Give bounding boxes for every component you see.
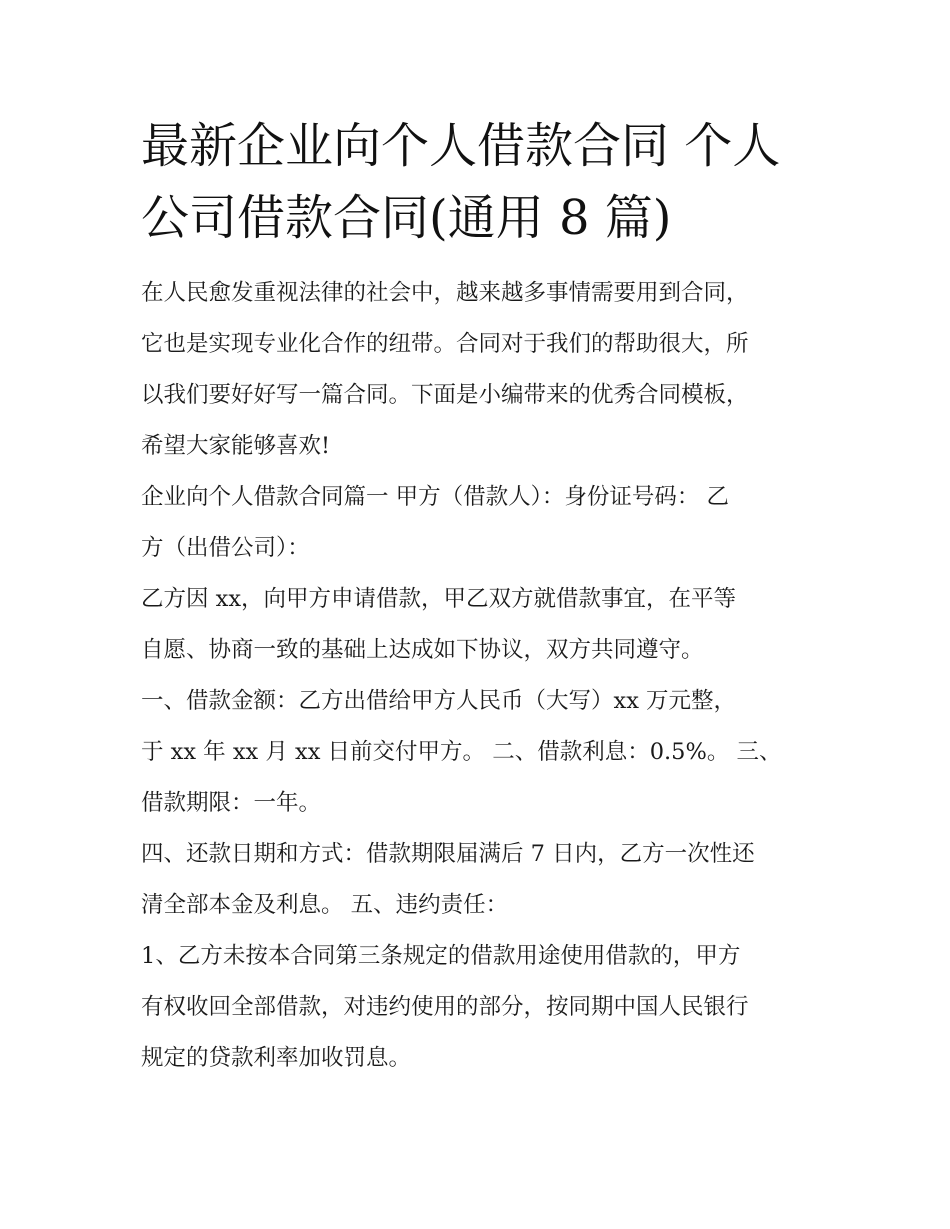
clause-line: 于 xx 年 xx 月 xx 日前交付甲方。 二、借款利息：0.5%。 三、: [141, 739, 782, 765]
intro-line: 在人民愈发重视法律的社会中，越来越多事情需要用到合同，: [141, 280, 749, 306]
intro-line: 希望大家能够喜欢!: [141, 433, 331, 459]
clause-line: 四、还款日期和方式：借款期限届满后 7 日内，乙方一次性还: [141, 841, 755, 867]
document-title: [141, 110, 831, 254]
intro-line: 以我们要好好写一篇合同。下面是小编带来的优秀合同模板，: [141, 382, 749, 408]
document-body: [141, 268, 831, 1084]
clause-line: 规定的贷款利率加收罚息。: [141, 1045, 412, 1071]
clause-line: 有权收回全部借款，对违约使用的部分，按同期中国人民银行: [141, 994, 749, 1020]
title-line: 公司借款合同(通用 8 篇): [141, 190, 672, 246]
clause-line: 1、乙方未按本合同第三条规定的借款用途使用借款的，甲方: [141, 943, 741, 969]
title-line: 最新企业向个人借款合同 个人: [141, 118, 781, 174]
intro-line: 它也是实现专业化合作的纽带。合同对于我们的帮助很大，所: [141, 331, 749, 357]
clause-line: 自愿、协商一致的基础上达成如下协议，双方共同遵守。: [141, 637, 704, 663]
clause-line: 清全部本金及利息。 五、违约责任：: [141, 892, 509, 918]
document-page: [141, 110, 831, 1084]
parties-line: 企业向个人借款合同篇一 甲方（借款人）：身份证号码： 乙: [141, 484, 730, 510]
clause-line: 借款期限：一年。: [141, 790, 322, 816]
clause-line: 一、借款金额：乙方出借给甲方人民币（大写）xx 万元整，: [141, 688, 737, 714]
clause-line: 乙方因 xx，向甲方申请借款，甲乙双方就借款事宜，在平等: [141, 586, 737, 612]
parties-line: 方（出借公司）：: [141, 535, 310, 561]
